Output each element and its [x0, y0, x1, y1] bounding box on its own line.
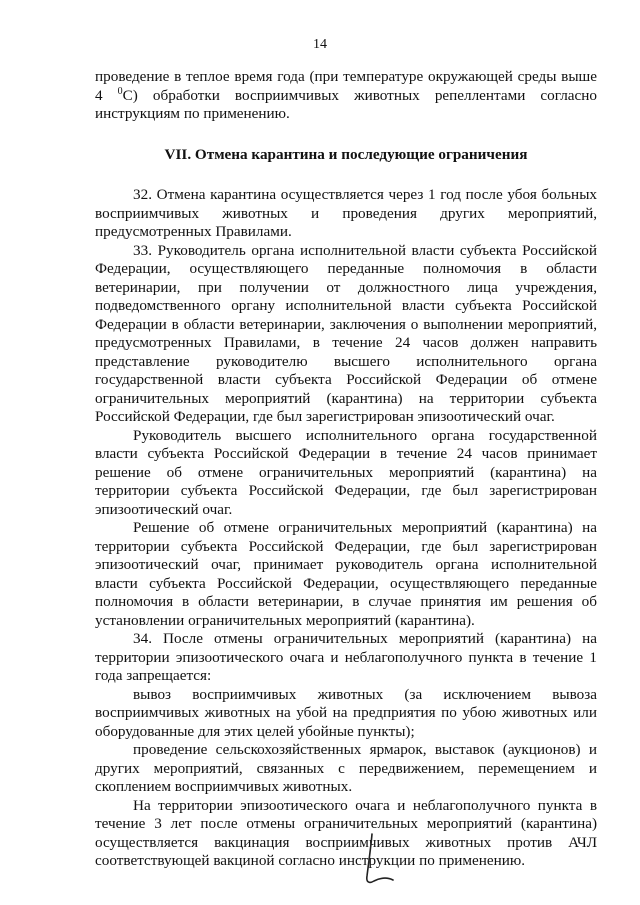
paragraph-34: 34. После отмены ограничительных мероприятий (карантина) на территории эпизоотического очага и неблагополучного пункта в течение 1 года запрещается: [95, 630, 597, 684]
intro-text-b: С) обработки восприимчивых животных репеллентами согласно инструкциям по применению. [95, 86, 597, 122]
paragraph-events-ban: проведение сельскохозяйственных ярмарок, выставок (аукционов) и других мероприятий, связанных с передвижением, перемещением и скоплением восприимчивых животных. [95, 741, 597, 795]
intro-text-a: проведение в теплое время года (при температуре окружающей среды выше 4 [95, 68, 597, 104]
paragraph-decision-authority: Решение об отмене ограничительных мероприятий (карантина) на территории субъекта Российской Федерации, где был зарегистрирован эпизоотический очаг, принимает руководитель органа исполнительной власти субъекта Российской Федерации, осуществляющего переданные полномочия в области ветеринарии, в случае принятия им решения об установлении ограничительных мероприятий (карантина). [95, 519, 597, 629]
section-title: VII. Отмена карантина и последующие ограничения [164, 145, 528, 163]
document-body [95, 68, 597, 871]
paragraph-export-ban: вывоз восприимчивых животных (за исключением вывоза восприимчивых животных на убой на предприятия по убою животных или оборудованные для этих целей убойные пункты); [95, 685, 597, 740]
page-number: 14 [313, 37, 327, 52]
paragraph-32: 32. Отмена карантина осуществляется через 1 год после убоя больных восприимчивых животных и проведения других мероприятий, предусмотренных Правилами. [95, 186, 597, 240]
intro-paragraph [95, 68, 597, 124]
paragraph-33: 33. Руководитель органа исполнительной власти субъекта Российской Федерации, осуществляющего переданные полномочия в области ветеринарии, при получении от должностного лица учреждения, подведомственного органу исполнительной власти субъекта Российской Федерации в области ветеринарии, заключения о выполнении мероприятий, предусмотренных Правилами, в течение 24 часов должен направить представление руководителю высшего исполнительного органа государственной власти субъекта Российской Федерации об отмене ограничительных мероприятий (карантина) на территории субъекта Российской Федерации, где был зарегистрирован эпизоотический очаг. [95, 241, 597, 425]
handwritten-signature [360, 832, 400, 887]
degree-superscript: 0 [117, 85, 123, 97]
paragraph-vaccination: На территории эпизоотического очага и неблагополучного пункта в течение 3 лет после отмены ограничительных мероприятий (карантина) осуществляется вакцинация восприимчивых животных против АЧЛ соответствующей вакциной согласно инструкции по применению. [95, 796, 597, 869]
paragraph-head-decision: Руководитель высшего исполнительного органа государственной власти субъекта Российской Федерации в течение 24 часов принимает решение об отмене ограничительных мероприятий (карантина) на территории субъекта Российской Федерации, где был зарегистрирован эпизоотический очаг. [95, 426, 597, 518]
